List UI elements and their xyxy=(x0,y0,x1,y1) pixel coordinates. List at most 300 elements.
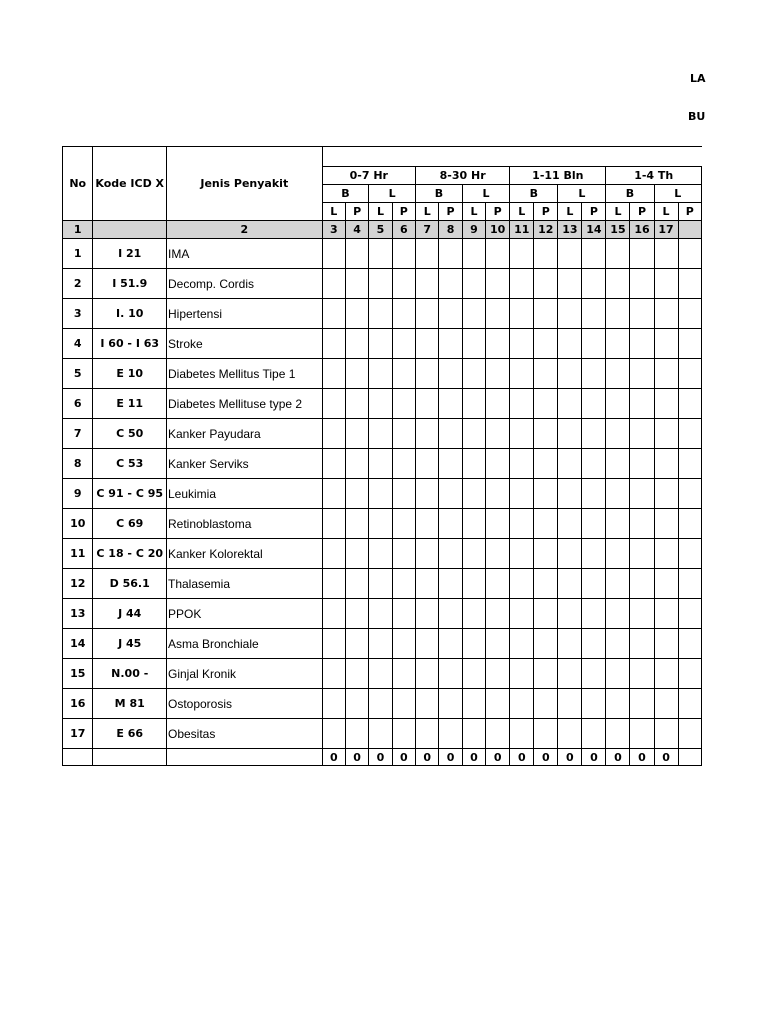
data-cell[interactable] xyxy=(654,539,678,569)
data-cell[interactable] xyxy=(534,629,558,659)
data-cell[interactable] xyxy=(462,239,485,269)
data-cell[interactable] xyxy=(510,389,534,419)
data-cell[interactable] xyxy=(462,629,485,659)
data-cell[interactable] xyxy=(392,719,415,749)
data-cell[interactable] xyxy=(654,359,678,389)
data-cell[interactable] xyxy=(416,569,439,599)
data-cell[interactable] xyxy=(439,329,462,359)
data-cell[interactable] xyxy=(486,299,510,329)
data-cell[interactable] xyxy=(510,299,534,329)
data-cell[interactable] xyxy=(510,359,534,389)
data-cell[interactable] xyxy=(322,359,345,389)
data-cell[interactable] xyxy=(369,599,392,629)
data-cell[interactable] xyxy=(630,479,654,509)
data-cell[interactable] xyxy=(558,719,582,749)
data-cell[interactable] xyxy=(630,269,654,299)
data-cell[interactable] xyxy=(534,479,558,509)
data-cell[interactable] xyxy=(510,269,534,299)
data-cell[interactable] xyxy=(486,599,510,629)
data-cell[interactable] xyxy=(654,719,678,749)
data-cell[interactable] xyxy=(606,269,630,299)
data-cell[interactable] xyxy=(678,569,701,599)
data-cell[interactable] xyxy=(345,689,368,719)
table-row xyxy=(63,359,702,389)
data-cell[interactable] xyxy=(416,269,439,299)
data-cell[interactable] xyxy=(322,269,345,299)
data-cell[interactable] xyxy=(486,629,510,659)
data-cell[interactable] xyxy=(322,689,345,719)
data-cell[interactable] xyxy=(462,689,485,719)
row-icd-code: D 56.1 xyxy=(93,569,167,599)
data-cell[interactable] xyxy=(582,599,606,629)
data-cell[interactable] xyxy=(322,719,345,749)
data-cell[interactable] xyxy=(486,479,510,509)
data-cell[interactable] xyxy=(392,509,415,539)
data-cell[interactable] xyxy=(322,659,345,689)
data-cell[interactable] xyxy=(369,479,392,509)
data-cell[interactable] xyxy=(345,239,368,269)
data-cell[interactable] xyxy=(345,299,368,329)
data-cell[interactable] xyxy=(654,659,678,689)
data-cell[interactable] xyxy=(558,509,582,539)
data-cell[interactable] xyxy=(678,599,701,629)
data-cell[interactable] xyxy=(558,269,582,299)
data-cell[interactable] xyxy=(582,329,606,359)
data-cell[interactable] xyxy=(582,629,606,659)
table-row xyxy=(63,299,702,329)
data-cell[interactable] xyxy=(486,689,510,719)
data-cell[interactable] xyxy=(462,479,485,509)
data-cell[interactable] xyxy=(369,449,392,479)
data-cell[interactable] xyxy=(654,479,678,509)
data-cell[interactable] xyxy=(462,329,485,359)
data-cell[interactable] xyxy=(369,419,392,449)
totals-jenis xyxy=(166,749,322,766)
data-cell[interactable] xyxy=(582,419,606,449)
data-cell[interactable] xyxy=(630,689,654,719)
data-cell[interactable] xyxy=(439,599,462,629)
data-cell[interactable] xyxy=(322,509,345,539)
data-cell[interactable] xyxy=(369,539,392,569)
data-cell[interactable] xyxy=(510,659,534,689)
data-cell[interactable] xyxy=(462,719,485,749)
data-cell[interactable] xyxy=(439,299,462,329)
data-cell[interactable] xyxy=(392,659,415,689)
row-icd-code: J 45 xyxy=(93,629,167,659)
data-cell[interactable] xyxy=(678,269,701,299)
data-cell[interactable] xyxy=(678,449,701,479)
data-cell[interactable] xyxy=(558,629,582,659)
data-cell[interactable] xyxy=(439,239,462,269)
data-cell[interactable] xyxy=(678,359,701,389)
data-cell[interactable] xyxy=(462,389,485,419)
data-cell[interactable] xyxy=(558,599,582,629)
data-cell[interactable] xyxy=(416,539,439,569)
data-cell[interactable] xyxy=(534,659,558,689)
header-status: B xyxy=(416,185,463,203)
data-cell[interactable] xyxy=(534,509,558,539)
data-cell[interactable] xyxy=(606,449,630,479)
data-cell[interactable] xyxy=(558,299,582,329)
data-cell[interactable] xyxy=(606,329,630,359)
data-cell[interactable] xyxy=(534,689,558,719)
data-cell[interactable] xyxy=(486,419,510,449)
data-cell[interactable] xyxy=(462,599,485,629)
data-cell[interactable] xyxy=(606,419,630,449)
data-cell[interactable] xyxy=(582,239,606,269)
data-cell[interactable] xyxy=(322,299,345,329)
data-cell[interactable] xyxy=(439,389,462,419)
data-cell[interactable] xyxy=(678,509,701,539)
data-cell[interactable] xyxy=(322,329,345,359)
data-cell[interactable] xyxy=(416,389,439,419)
data-cell[interactable] xyxy=(322,599,345,629)
data-cell[interactable] xyxy=(558,449,582,479)
data-cell[interactable] xyxy=(392,449,415,479)
data-cell[interactable] xyxy=(462,659,485,689)
data-cell[interactable] xyxy=(606,359,630,389)
data-cell[interactable] xyxy=(606,479,630,509)
data-cell[interactable] xyxy=(345,359,368,389)
data-cell[interactable] xyxy=(606,299,630,329)
data-cell[interactable] xyxy=(534,599,558,629)
data-cell[interactable] xyxy=(534,449,558,479)
data-cell[interactable] xyxy=(322,389,345,419)
data-cell[interactable] xyxy=(510,329,534,359)
data-cell[interactable] xyxy=(630,419,654,449)
data-cell[interactable] xyxy=(369,509,392,539)
data-cell[interactable] xyxy=(369,629,392,659)
data-cell[interactable] xyxy=(654,389,678,419)
data-cell[interactable] xyxy=(369,239,392,269)
data-cell[interactable] xyxy=(582,659,606,689)
data-cell[interactable] xyxy=(654,599,678,629)
data-cell[interactable] xyxy=(416,719,439,749)
data-cell[interactable] xyxy=(606,719,630,749)
total-cell: 0 xyxy=(630,749,654,766)
data-cell[interactable] xyxy=(654,329,678,359)
data-cell[interactable] xyxy=(439,509,462,539)
data-cell[interactable] xyxy=(606,689,630,719)
data-cell[interactable] xyxy=(582,299,606,329)
header-status: B xyxy=(606,185,654,203)
data-cell[interactable] xyxy=(416,629,439,659)
data-cell[interactable] xyxy=(630,329,654,359)
data-cell[interactable] xyxy=(486,719,510,749)
data-cell[interactable] xyxy=(582,479,606,509)
data-cell[interactable] xyxy=(678,329,701,359)
data-cell[interactable] xyxy=(462,359,485,389)
data-cell[interactable] xyxy=(654,419,678,449)
data-cell[interactable] xyxy=(392,239,415,269)
data-cell[interactable] xyxy=(462,569,485,599)
data-cell[interactable] xyxy=(392,629,415,659)
data-cell[interactable] xyxy=(558,389,582,419)
data-cell[interactable] xyxy=(678,239,701,269)
data-cell[interactable] xyxy=(486,269,510,299)
data-cell[interactable] xyxy=(416,419,439,449)
data-cell[interactable] xyxy=(369,329,392,359)
data-cell[interactable] xyxy=(392,299,415,329)
data-cell[interactable] xyxy=(630,719,654,749)
data-cell[interactable] xyxy=(558,419,582,449)
data-cell[interactable] xyxy=(534,359,558,389)
data-cell[interactable] xyxy=(486,539,510,569)
data-cell[interactable] xyxy=(582,359,606,389)
data-cell[interactable] xyxy=(439,359,462,389)
data-cell[interactable] xyxy=(510,599,534,629)
data-cell[interactable] xyxy=(582,389,606,419)
data-cell[interactable] xyxy=(345,389,368,419)
data-cell[interactable] xyxy=(486,239,510,269)
data-cell[interactable] xyxy=(322,239,345,269)
data-cell[interactable] xyxy=(345,419,368,449)
data-cell[interactable] xyxy=(678,299,701,329)
data-cell[interactable] xyxy=(606,509,630,539)
data-cell[interactable] xyxy=(345,329,368,359)
data-cell[interactable] xyxy=(678,389,701,419)
data-cell[interactable] xyxy=(558,239,582,269)
data-cell[interactable] xyxy=(462,449,485,479)
data-cell[interactable] xyxy=(486,359,510,389)
data-cell[interactable] xyxy=(606,599,630,629)
data-cell[interactable] xyxy=(582,449,606,479)
data-cell[interactable] xyxy=(439,659,462,689)
data-cell[interactable] xyxy=(322,569,345,599)
data-cell[interactable] xyxy=(606,569,630,599)
data-cell[interactable] xyxy=(606,239,630,269)
data-cell[interactable] xyxy=(322,629,345,659)
row-number: 16 xyxy=(63,689,93,719)
data-cell[interactable] xyxy=(439,449,462,479)
data-cell[interactable] xyxy=(416,659,439,689)
data-cell[interactable] xyxy=(439,479,462,509)
data-cell[interactable] xyxy=(369,269,392,299)
row-disease-name: Stroke xyxy=(166,329,322,359)
table-row xyxy=(63,659,702,689)
row-icd-code: C 53 xyxy=(93,449,167,479)
data-cell[interactable] xyxy=(678,659,701,689)
data-cell[interactable] xyxy=(439,419,462,449)
data-cell[interactable] xyxy=(439,269,462,299)
data-cell[interactable] xyxy=(510,479,534,509)
header-sex: L xyxy=(606,203,630,221)
row-disease-name: Hipertensi xyxy=(166,299,322,329)
data-cell[interactable] xyxy=(678,539,701,569)
data-cell[interactable] xyxy=(678,419,701,449)
data-cell[interactable] xyxy=(322,539,345,569)
row-disease-name: PPOK xyxy=(166,599,322,629)
data-cell[interactable] xyxy=(369,389,392,419)
data-cell[interactable] xyxy=(486,509,510,539)
data-cell[interactable] xyxy=(345,479,368,509)
data-cell[interactable] xyxy=(392,329,415,359)
data-cell[interactable] xyxy=(606,629,630,659)
data-cell[interactable] xyxy=(654,269,678,299)
data-cell[interactable] xyxy=(678,719,701,749)
data-cell[interactable] xyxy=(392,689,415,719)
data-cell[interactable] xyxy=(606,389,630,419)
data-cell[interactable] xyxy=(369,569,392,599)
data-cell[interactable] xyxy=(630,629,654,659)
data-cell[interactable] xyxy=(416,599,439,629)
data-cell[interactable] xyxy=(392,539,415,569)
data-cell[interactable] xyxy=(678,479,701,509)
row-disease-name: Diabetes Mellituse type 2 xyxy=(166,389,322,419)
data-cell[interactable] xyxy=(392,419,415,449)
data-cell[interactable] xyxy=(392,599,415,629)
data-cell[interactable] xyxy=(369,689,392,719)
data-cell[interactable] xyxy=(416,329,439,359)
data-cell[interactable] xyxy=(345,569,368,599)
data-cell[interactable] xyxy=(534,269,558,299)
data-cell[interactable] xyxy=(606,539,630,569)
data-cell[interactable] xyxy=(630,509,654,539)
data-cell[interactable] xyxy=(345,539,368,569)
data-cell[interactable] xyxy=(558,539,582,569)
report-table-viewport xyxy=(62,146,702,786)
data-cell[interactable] xyxy=(416,299,439,329)
data-cell[interactable] xyxy=(510,569,534,599)
data-cell[interactable] xyxy=(510,629,534,659)
data-cell[interactable] xyxy=(630,599,654,629)
data-cell[interactable] xyxy=(510,239,534,269)
data-cell[interactable] xyxy=(345,659,368,689)
data-cell[interactable] xyxy=(416,689,439,719)
row-number: 1 xyxy=(63,239,93,269)
data-cell[interactable] xyxy=(439,569,462,599)
data-cell[interactable] xyxy=(345,449,368,479)
data-cell[interactable] xyxy=(630,239,654,269)
data-cell[interactable] xyxy=(369,719,392,749)
data-cell[interactable] xyxy=(486,329,510,359)
data-cell[interactable] xyxy=(558,569,582,599)
data-cell[interactable] xyxy=(462,509,485,539)
data-cell[interactable] xyxy=(534,329,558,359)
data-cell[interactable] xyxy=(558,329,582,359)
data-cell[interactable] xyxy=(606,659,630,689)
data-cell[interactable] xyxy=(558,689,582,719)
data-cell[interactable] xyxy=(510,719,534,749)
data-cell[interactable] xyxy=(462,539,485,569)
data-cell[interactable] xyxy=(534,299,558,329)
data-cell[interactable] xyxy=(322,479,345,509)
data-cell[interactable] xyxy=(582,509,606,539)
data-cell[interactable] xyxy=(392,569,415,599)
data-cell[interactable] xyxy=(416,509,439,539)
data-cell[interactable] xyxy=(582,269,606,299)
data-cell[interactable] xyxy=(345,599,368,629)
data-cell[interactable] xyxy=(510,419,534,449)
data-cell[interactable] xyxy=(345,509,368,539)
data-cell[interactable] xyxy=(345,629,368,659)
data-cell[interactable] xyxy=(392,269,415,299)
header-age-group: 1-11 Bln xyxy=(510,167,606,185)
data-cell[interactable] xyxy=(322,449,345,479)
data-cell[interactable] xyxy=(439,629,462,659)
data-cell[interactable] xyxy=(510,539,534,569)
data-cell[interactable] xyxy=(462,299,485,329)
total-cell: 0 xyxy=(510,749,534,766)
data-cell[interactable] xyxy=(654,449,678,479)
data-cell[interactable] xyxy=(416,239,439,269)
data-cell[interactable] xyxy=(416,449,439,479)
data-cell[interactable] xyxy=(582,569,606,599)
data-cell[interactable] xyxy=(462,269,485,299)
data-cell[interactable] xyxy=(534,389,558,419)
data-cell[interactable] xyxy=(392,359,415,389)
data-cell[interactable] xyxy=(369,299,392,329)
data-cell[interactable] xyxy=(439,689,462,719)
data-cell[interactable] xyxy=(345,269,368,299)
data-cell[interactable] xyxy=(630,659,654,689)
data-cell[interactable] xyxy=(582,719,606,749)
data-cell[interactable] xyxy=(534,569,558,599)
data-cell[interactable] xyxy=(654,569,678,599)
data-cell[interactable] xyxy=(369,659,392,689)
data-cell[interactable] xyxy=(534,239,558,269)
data-cell[interactable] xyxy=(392,479,415,509)
data-cell[interactable] xyxy=(582,689,606,719)
row-icd-code: E 10 xyxy=(93,359,167,389)
data-cell[interactable] xyxy=(630,299,654,329)
data-cell[interactable] xyxy=(486,389,510,419)
data-cell[interactable] xyxy=(678,629,701,659)
row-disease-name: Asma Bronchiale xyxy=(166,629,322,659)
data-cell[interactable] xyxy=(322,419,345,449)
row-icd-code: E 11 xyxy=(93,389,167,419)
table-row xyxy=(63,329,702,359)
data-cell[interactable] xyxy=(630,359,654,389)
data-cell[interactable] xyxy=(416,479,439,509)
data-cell[interactable] xyxy=(558,359,582,389)
data-cell[interactable] xyxy=(369,359,392,389)
data-cell[interactable] xyxy=(654,299,678,329)
data-cell[interactable] xyxy=(510,509,534,539)
index-number: 14 xyxy=(582,221,606,239)
data-cell[interactable] xyxy=(486,569,510,599)
data-cell[interactable] xyxy=(558,659,582,689)
total-cell xyxy=(678,749,701,766)
data-cell[interactable] xyxy=(582,539,606,569)
header-status: L xyxy=(369,185,416,203)
data-cell[interactable] xyxy=(630,539,654,569)
data-cell[interactable] xyxy=(462,419,485,449)
data-cell[interactable] xyxy=(654,629,678,659)
data-cell[interactable] xyxy=(439,539,462,569)
data-cell[interactable] xyxy=(654,509,678,539)
data-cell[interactable] xyxy=(534,419,558,449)
data-cell[interactable] xyxy=(558,479,582,509)
data-cell[interactable] xyxy=(486,449,510,479)
data-cell[interactable] xyxy=(439,719,462,749)
data-cell[interactable] xyxy=(630,449,654,479)
index-no: 1 xyxy=(63,221,93,239)
data-cell[interactable] xyxy=(345,719,368,749)
data-cell[interactable] xyxy=(416,359,439,389)
data-cell[interactable] xyxy=(486,659,510,689)
data-cell[interactable] xyxy=(510,689,534,719)
data-cell[interactable] xyxy=(534,719,558,749)
data-cell[interactable] xyxy=(534,539,558,569)
data-cell[interactable] xyxy=(510,449,534,479)
data-cell[interactable] xyxy=(654,689,678,719)
data-cell[interactable] xyxy=(654,239,678,269)
data-cell[interactable] xyxy=(392,389,415,419)
data-cell[interactable] xyxy=(630,389,654,419)
data-cell[interactable] xyxy=(630,569,654,599)
data-cell[interactable] xyxy=(678,689,701,719)
